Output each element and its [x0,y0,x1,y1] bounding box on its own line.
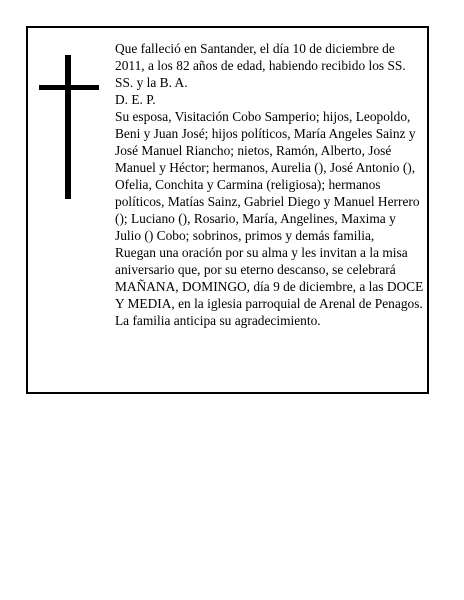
obituary-intro: Que falleció en Santander, el día 10 de diciembre de 2011, a los 82 años de edad, habiendo recibido los SS. SS. y la B. A. [115,41,406,90]
obituary-mass: Ruegan una oración por su alma y les invitan a la misa aniversario que, por su eterno descanso, se celebrará MAÑANA, DOMINGO, día 9 de diciembre, a las DOCE Y MEDIA, en la iglesia parroquial de Arenal de Penagos. La familia anticipa su agradecimiento. [115,245,424,328]
latin-cross-icon [39,55,99,199]
obituary-family: Su esposa, Visitación Cobo Samperio; hijos, Leopoldo, Beni y Juan José; hijos políticos, María Angeles Sainz y José Manuel Riancho; nietos, Ramón, Alberto, José Manuel y Héctor; hermanos, Aurelia (), José Antonio (), Ofelia, Conchita y Carmina (religiosa); hermanos políticos, Matías Sainz, Gabriel Diego y Manuel Herrero (); Luciano (), Rosario, María, Angelines, Maxima y Julio () Cobo; sobrinos, primos y demás familia, [115,109,420,243]
cross-horizontal-bar [39,85,99,90]
obituary-rip: D. E. P. [115,92,156,107]
obituary-text [115,40,425,329]
obituary-notice [26,26,429,394]
cross-vertical-bar [65,55,71,199]
